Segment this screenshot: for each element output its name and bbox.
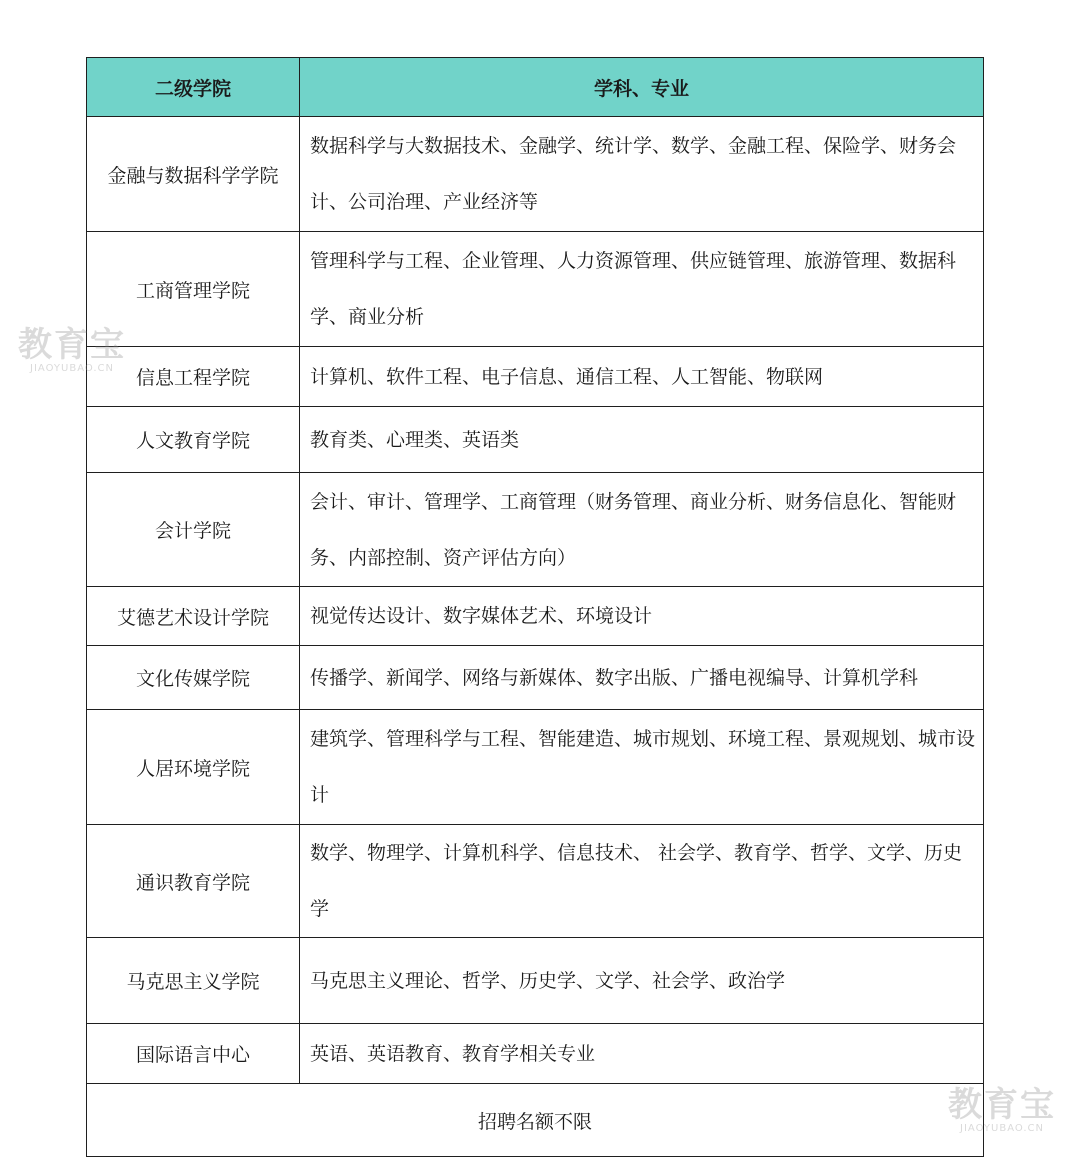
table-footer-row bbox=[87, 1084, 984, 1157]
college-cell: 国际语言中心 bbox=[87, 1024, 300, 1084]
table-row bbox=[87, 646, 984, 710]
majors-cell: 视觉传达设计、数字媒体艺术、环境设计 bbox=[300, 587, 984, 646]
table-row bbox=[87, 938, 984, 1024]
majors-cell: 数据科学与大数据技术、金融学、统计学、数学、金融工程、保险学、财务会计、公司治理、产业经济等 bbox=[300, 117, 984, 232]
college-cell: 马克思主义学院 bbox=[87, 938, 300, 1024]
watermark-url-text: JIAOYUBAO.CN bbox=[30, 363, 114, 374]
college-cell: 信息工程学院 bbox=[87, 347, 300, 407]
table-row bbox=[87, 710, 984, 825]
table-header-row bbox=[87, 58, 984, 117]
college-cell: 会计学院 bbox=[87, 473, 300, 587]
footer-cell: 招聘名额不限 bbox=[87, 1084, 984, 1157]
recruitment-table bbox=[86, 57, 984, 1157]
table-row bbox=[87, 825, 984, 938]
table-row bbox=[87, 473, 984, 587]
college-cell: 人文教育学院 bbox=[87, 407, 300, 473]
majors-cell: 管理科学与工程、企业管理、人力资源管理、供应链管理、旅游管理、数据科学、商业分析 bbox=[300, 232, 984, 347]
watermark-logo-text: 教育宝 bbox=[18, 325, 126, 365]
majors-cell: 建筑学、管理科学与工程、智能建造、城市规划、环境工程、景观规划、城市设计 bbox=[300, 710, 984, 825]
table-row bbox=[87, 347, 984, 407]
majors-cell: 计算机、软件工程、电子信息、通信工程、人工智能、物联网 bbox=[300, 347, 984, 407]
college-cell: 工商管理学院 bbox=[87, 232, 300, 347]
table-row bbox=[87, 587, 984, 646]
majors-cell: 马克思主义理论、哲学、历史学、文学、社会学、政治学 bbox=[300, 938, 984, 1024]
college-cell: 人居环境学院 bbox=[87, 710, 300, 825]
recruitment-table-container bbox=[86, 57, 984, 1157]
majors-cell: 数学、物理学、计算机科学、信息技术、 社会学、教育学、哲学、文学、历史学 bbox=[300, 825, 984, 938]
majors-cell: 英语、英语教育、教育学相关专业 bbox=[300, 1024, 984, 1084]
watermark-left bbox=[18, 325, 126, 374]
college-cell: 通识教育学院 bbox=[87, 825, 300, 938]
watermark-logo-text: 教育宝 bbox=[948, 1085, 1056, 1125]
table-row bbox=[87, 1024, 984, 1084]
table-row bbox=[87, 407, 984, 473]
table-row bbox=[87, 117, 984, 232]
watermark-bottom-right bbox=[948, 1085, 1056, 1134]
table-row bbox=[87, 232, 984, 347]
header-college: 二级学院 bbox=[87, 58, 300, 117]
watermark-url-text: JIAOYUBAO.CN bbox=[960, 1123, 1044, 1134]
majors-cell: 教育类、心理类、英语类 bbox=[300, 407, 984, 473]
college-cell: 艾德艺术设计学院 bbox=[87, 587, 300, 646]
college-cell: 文化传媒学院 bbox=[87, 646, 300, 710]
majors-cell: 会计、审计、管理学、工商管理（财务管理、商业分析、财务信息化、智能财务、内部控制、资产评估方向） bbox=[300, 473, 984, 587]
college-cell: 金融与数据科学学院 bbox=[87, 117, 300, 232]
majors-cell: 传播学、新闻学、网络与新媒体、数字出版、广播电视编导、计算机学科 bbox=[300, 646, 984, 710]
header-majors: 学科、专业 bbox=[300, 58, 984, 117]
